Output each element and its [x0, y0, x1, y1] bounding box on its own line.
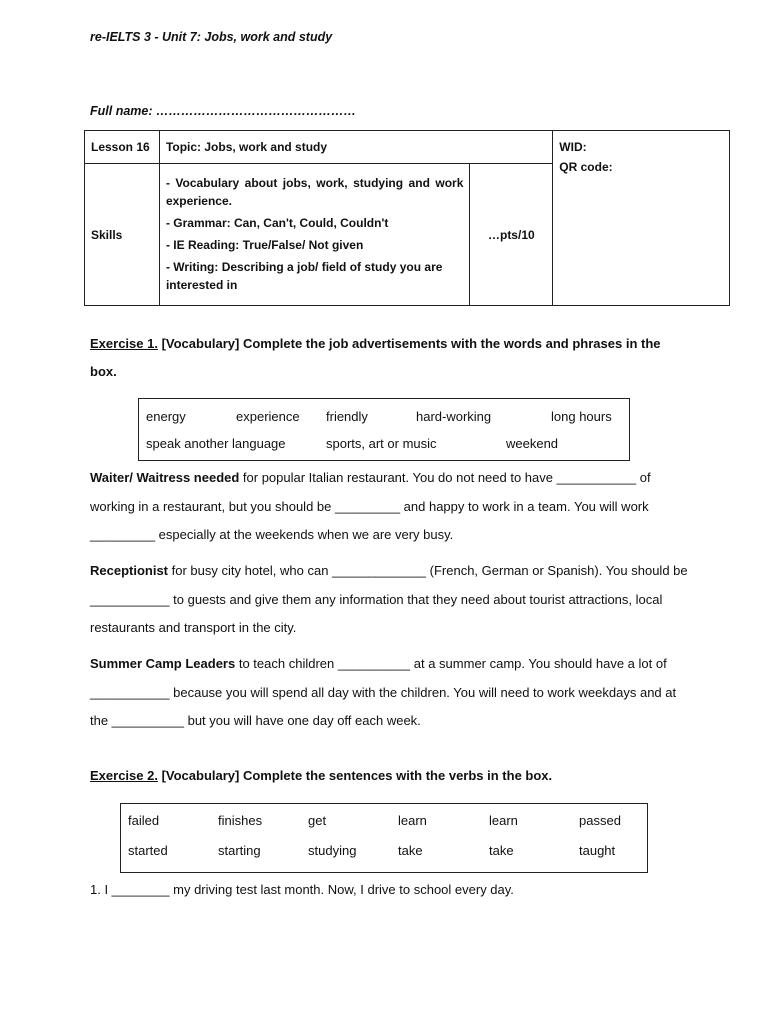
- exercise-1-instruction: [Vocabulary] Complete the job advertisements with the words and phrases in the box.: [90, 336, 661, 379]
- skills-label: Skills: [85, 164, 160, 306]
- job-ad-body: for popular Italian restaurant. You do not need to have ___________ of working in a restaurant, but you should be _________ and happy to work in a team. You will work _________ especially at the weekends when we are very busy.: [90, 470, 651, 542]
- verb-item: passed: [579, 813, 621, 828]
- word-item: experience: [236, 409, 300, 424]
- verb-item: get: [308, 813, 327, 828]
- lesson-info-table: [84, 130, 730, 306]
- verb-item: learn: [489, 813, 518, 828]
- verb-item: finishes: [218, 813, 263, 828]
- word-item: sports, art or music: [326, 436, 437, 451]
- lesson-cell: Lesson 16: [85, 131, 160, 164]
- verb-item: taught: [579, 843, 616, 858]
- exercise-2-sentence: 1. I ________ my driving test last month. Now, I drive to school every day.: [90, 882, 514, 897]
- full-name-label: Full name: …………………………………………: [90, 104, 356, 118]
- verb-item: take: [398, 843, 423, 858]
- topic-cell: Topic: Jobs, work and study: [159, 131, 552, 164]
- job-ad-summer-camp: [90, 650, 690, 736]
- job-ad-receptionist: [90, 557, 690, 643]
- word-item: weekend: [506, 436, 559, 451]
- word-box: [138, 398, 630, 461]
- word-item: long hours: [551, 409, 612, 424]
- verb-item: started: [128, 843, 168, 858]
- exercise-2-number: Exercise 2.: [90, 768, 158, 783]
- word-item: hard-working: [416, 409, 492, 424]
- skill-item: - Writing: Describing a job/ field of study you are interested in: [165, 259, 443, 292]
- word-item: speak another language: [146, 436, 286, 451]
- verb-item: starting: [218, 843, 261, 858]
- worksheet-header: re-IELTS 3 - Unit 7: Jobs, work and study: [90, 30, 333, 44]
- qr-code-label: QR code:: [559, 160, 613, 174]
- skill-item: - IE Reading: True/False/ Not given: [165, 237, 364, 252]
- wid-label: WID:: [559, 140, 587, 154]
- verb-item: learn: [398, 813, 427, 828]
- job-ad-title: Waiter/ Waitress needed: [90, 470, 240, 485]
- verb-item: failed: [128, 813, 160, 828]
- exercise-2-instruction: [Vocabulary] Complete the sentences with the verbs in the box.: [161, 768, 553, 783]
- exercise-2-title: [90, 762, 680, 790]
- word-item: energy: [146, 409, 186, 424]
- exercise-1-number: Exercise 1.: [90, 336, 158, 351]
- word-item: friendly: [326, 409, 368, 424]
- job-ad-body: to teach children __________ at a summer camp. You should have a lot of ___________ because you will spend all day with the children. You will need to work weekdays and at the __________ but you will have one day off each week.: [90, 656, 677, 728]
- job-ad-title: Receptionist: [90, 563, 169, 578]
- job-ad-title: Summer Camp Leaders: [90, 656, 236, 671]
- job-ad-waiter: [90, 464, 690, 550]
- skill-item: - Vocabulary about jobs, work, studying and work experience.: [165, 175, 464, 208]
- skills-list: [159, 164, 469, 306]
- wid-qr-cell: [553, 131, 730, 306]
- verb-item: take: [489, 843, 514, 858]
- verb-box: [120, 803, 648, 873]
- job-ad-body: for busy city hotel, who can _____________ (French, German or Spanish). You should be ___________ to guests and give them any information that they need about tourist attractions, local restaurants and transport in the city.: [90, 563, 688, 635]
- points-cell: …pts/10: [470, 164, 553, 306]
- exercise-1-title: [90, 330, 680, 386]
- verb-item: studying: [308, 843, 357, 858]
- skill-item: - Grammar: Can, Can't, Could, Couldn't: [165, 215, 389, 230]
